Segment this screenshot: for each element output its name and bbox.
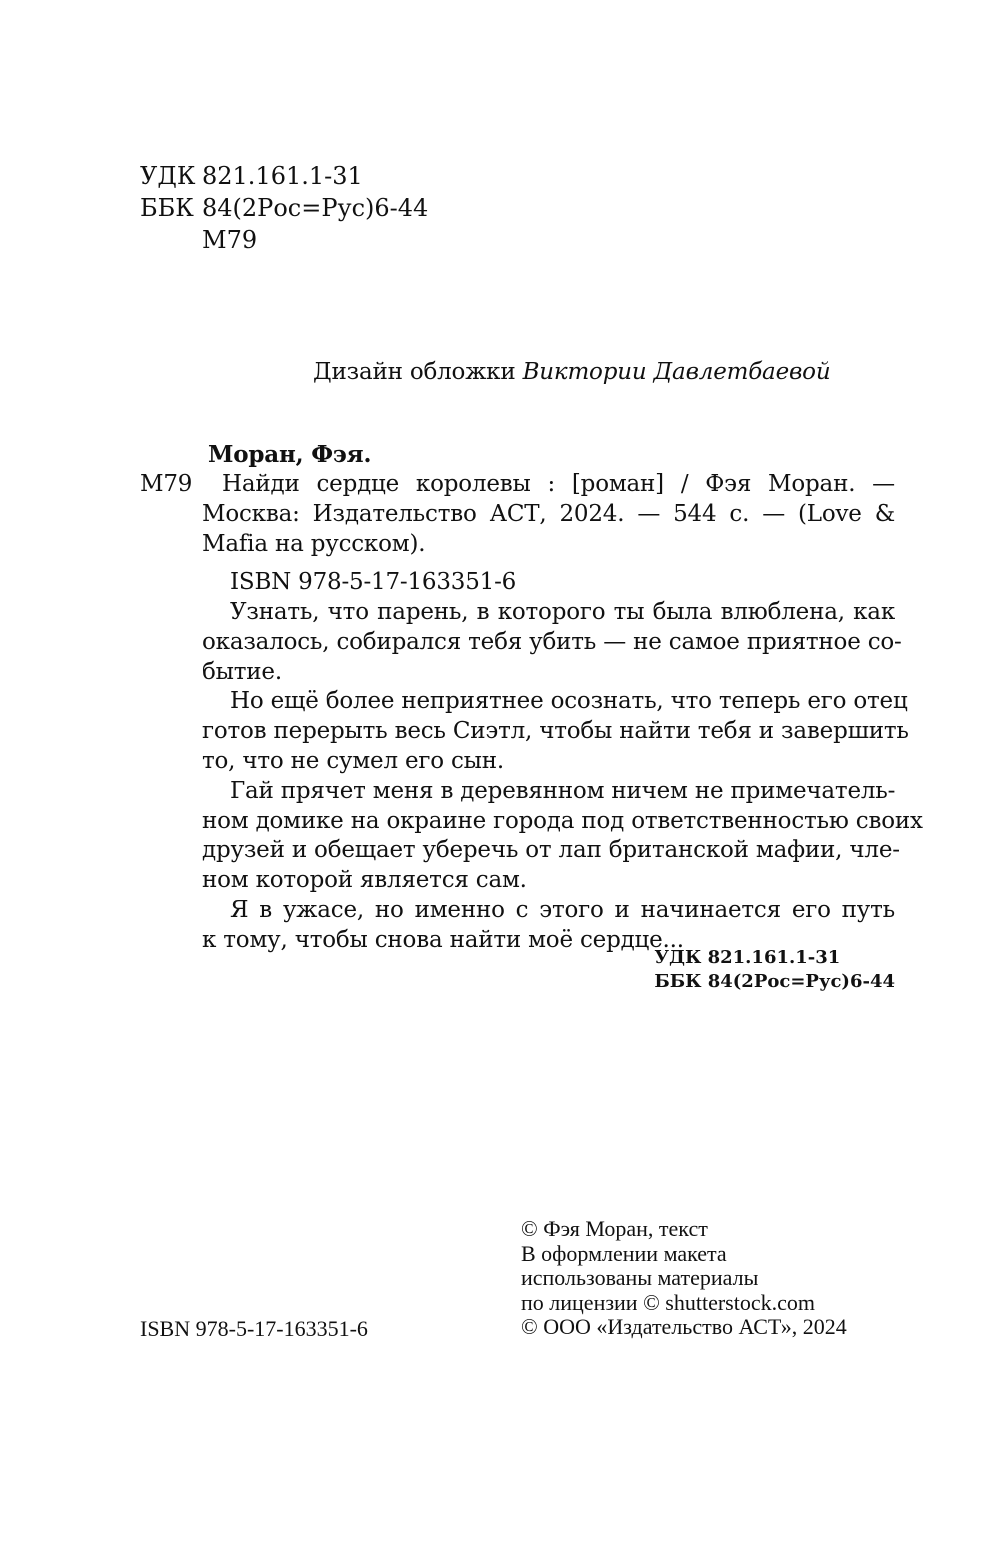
record-mark: М79: [140, 471, 193, 497]
copyright-line: © ООО «Издательство АСТ», 2024: [521, 1314, 847, 1340]
index-block: [654, 946, 895, 994]
annotation-line: готов перерыть весь Сиэтл, чтобы найти тебя и завершить: [202, 718, 909, 745]
bib-line: Москва: Издательство АСТ, 2024. — 544 с. — (Love &: [202, 500, 895, 527]
author-mark: М79: [202, 226, 258, 254]
bib-line: Найди сердце королевы : [роман] / Фэя Моран. —: [222, 471, 895, 497]
annotation-line: друзей и обещает уберечь от лап британской мафии, чле-: [202, 837, 900, 864]
index-bbk: ББК 84(2Рос=Рус)6-44: [654, 971, 895, 992]
bib-line: Mafia на русском).: [202, 530, 426, 557]
bibliographic-description: [202, 470, 895, 559]
cover-designer-name: Виктории Давлетбаевой: [522, 359, 831, 385]
annotation-line: оказалось, собирался тебя убить — не самое приятное со-: [202, 628, 902, 655]
copyright-block: [521, 1217, 847, 1340]
udk-label: УДК: [140, 162, 196, 190]
cover-design-credit: [313, 358, 830, 388]
copyright-line: использованы материалы: [521, 1265, 759, 1291]
bbk-label: ББК: [140, 194, 194, 222]
udk-value: 821.161.1-31: [202, 162, 363, 190]
annotation-line: ном которой является сам.: [202, 867, 527, 894]
bbk-value: 84(2Рос=Рус)6-44: [202, 194, 429, 222]
annotation: [202, 598, 923, 956]
index-udk: УДК 821.161.1-31: [654, 947, 841, 968]
record-isbn: ISBN 978-5-17-163351-6: [230, 569, 517, 595]
copyright-line: В оформлении макета: [521, 1240, 727, 1266]
annotation-line: Но ещё более неприятнее осознать, что теперь его отец: [230, 688, 908, 715]
footer-isbn: ISBN 978-5-17-163351-6: [140, 1316, 368, 1341]
copyright-line: по лицензии © shutterstock.com: [521, 1289, 815, 1315]
annotation-line: бытие.: [202, 658, 282, 685]
copyright-line: © Фэя Моран, текст: [521, 1216, 708, 1241]
cover-design-prefix: Дизайн обложки: [313, 359, 523, 385]
record-heading: Моран, Фэя.: [208, 441, 372, 468]
annotation-line: ном домике на окраине города под ответственностью своих: [202, 807, 923, 834]
annotation-line: Я в ужасе, но именно с этого и начинается его путь: [230, 896, 895, 923]
udk-line: [140, 160, 363, 192]
annotation-line: то, что не сумел его сын.: [202, 747, 505, 774]
annotation-line: Гай прячет меня в деревянном ничем не примечатель-: [230, 777, 896, 804]
bbk-line: [140, 192, 428, 224]
annotation-line: Узнать, что парень, в которого ты была влюблена, как: [230, 599, 895, 625]
annotation-line: к тому, чтобы снова найти моё сердце...: [202, 926, 684, 953]
